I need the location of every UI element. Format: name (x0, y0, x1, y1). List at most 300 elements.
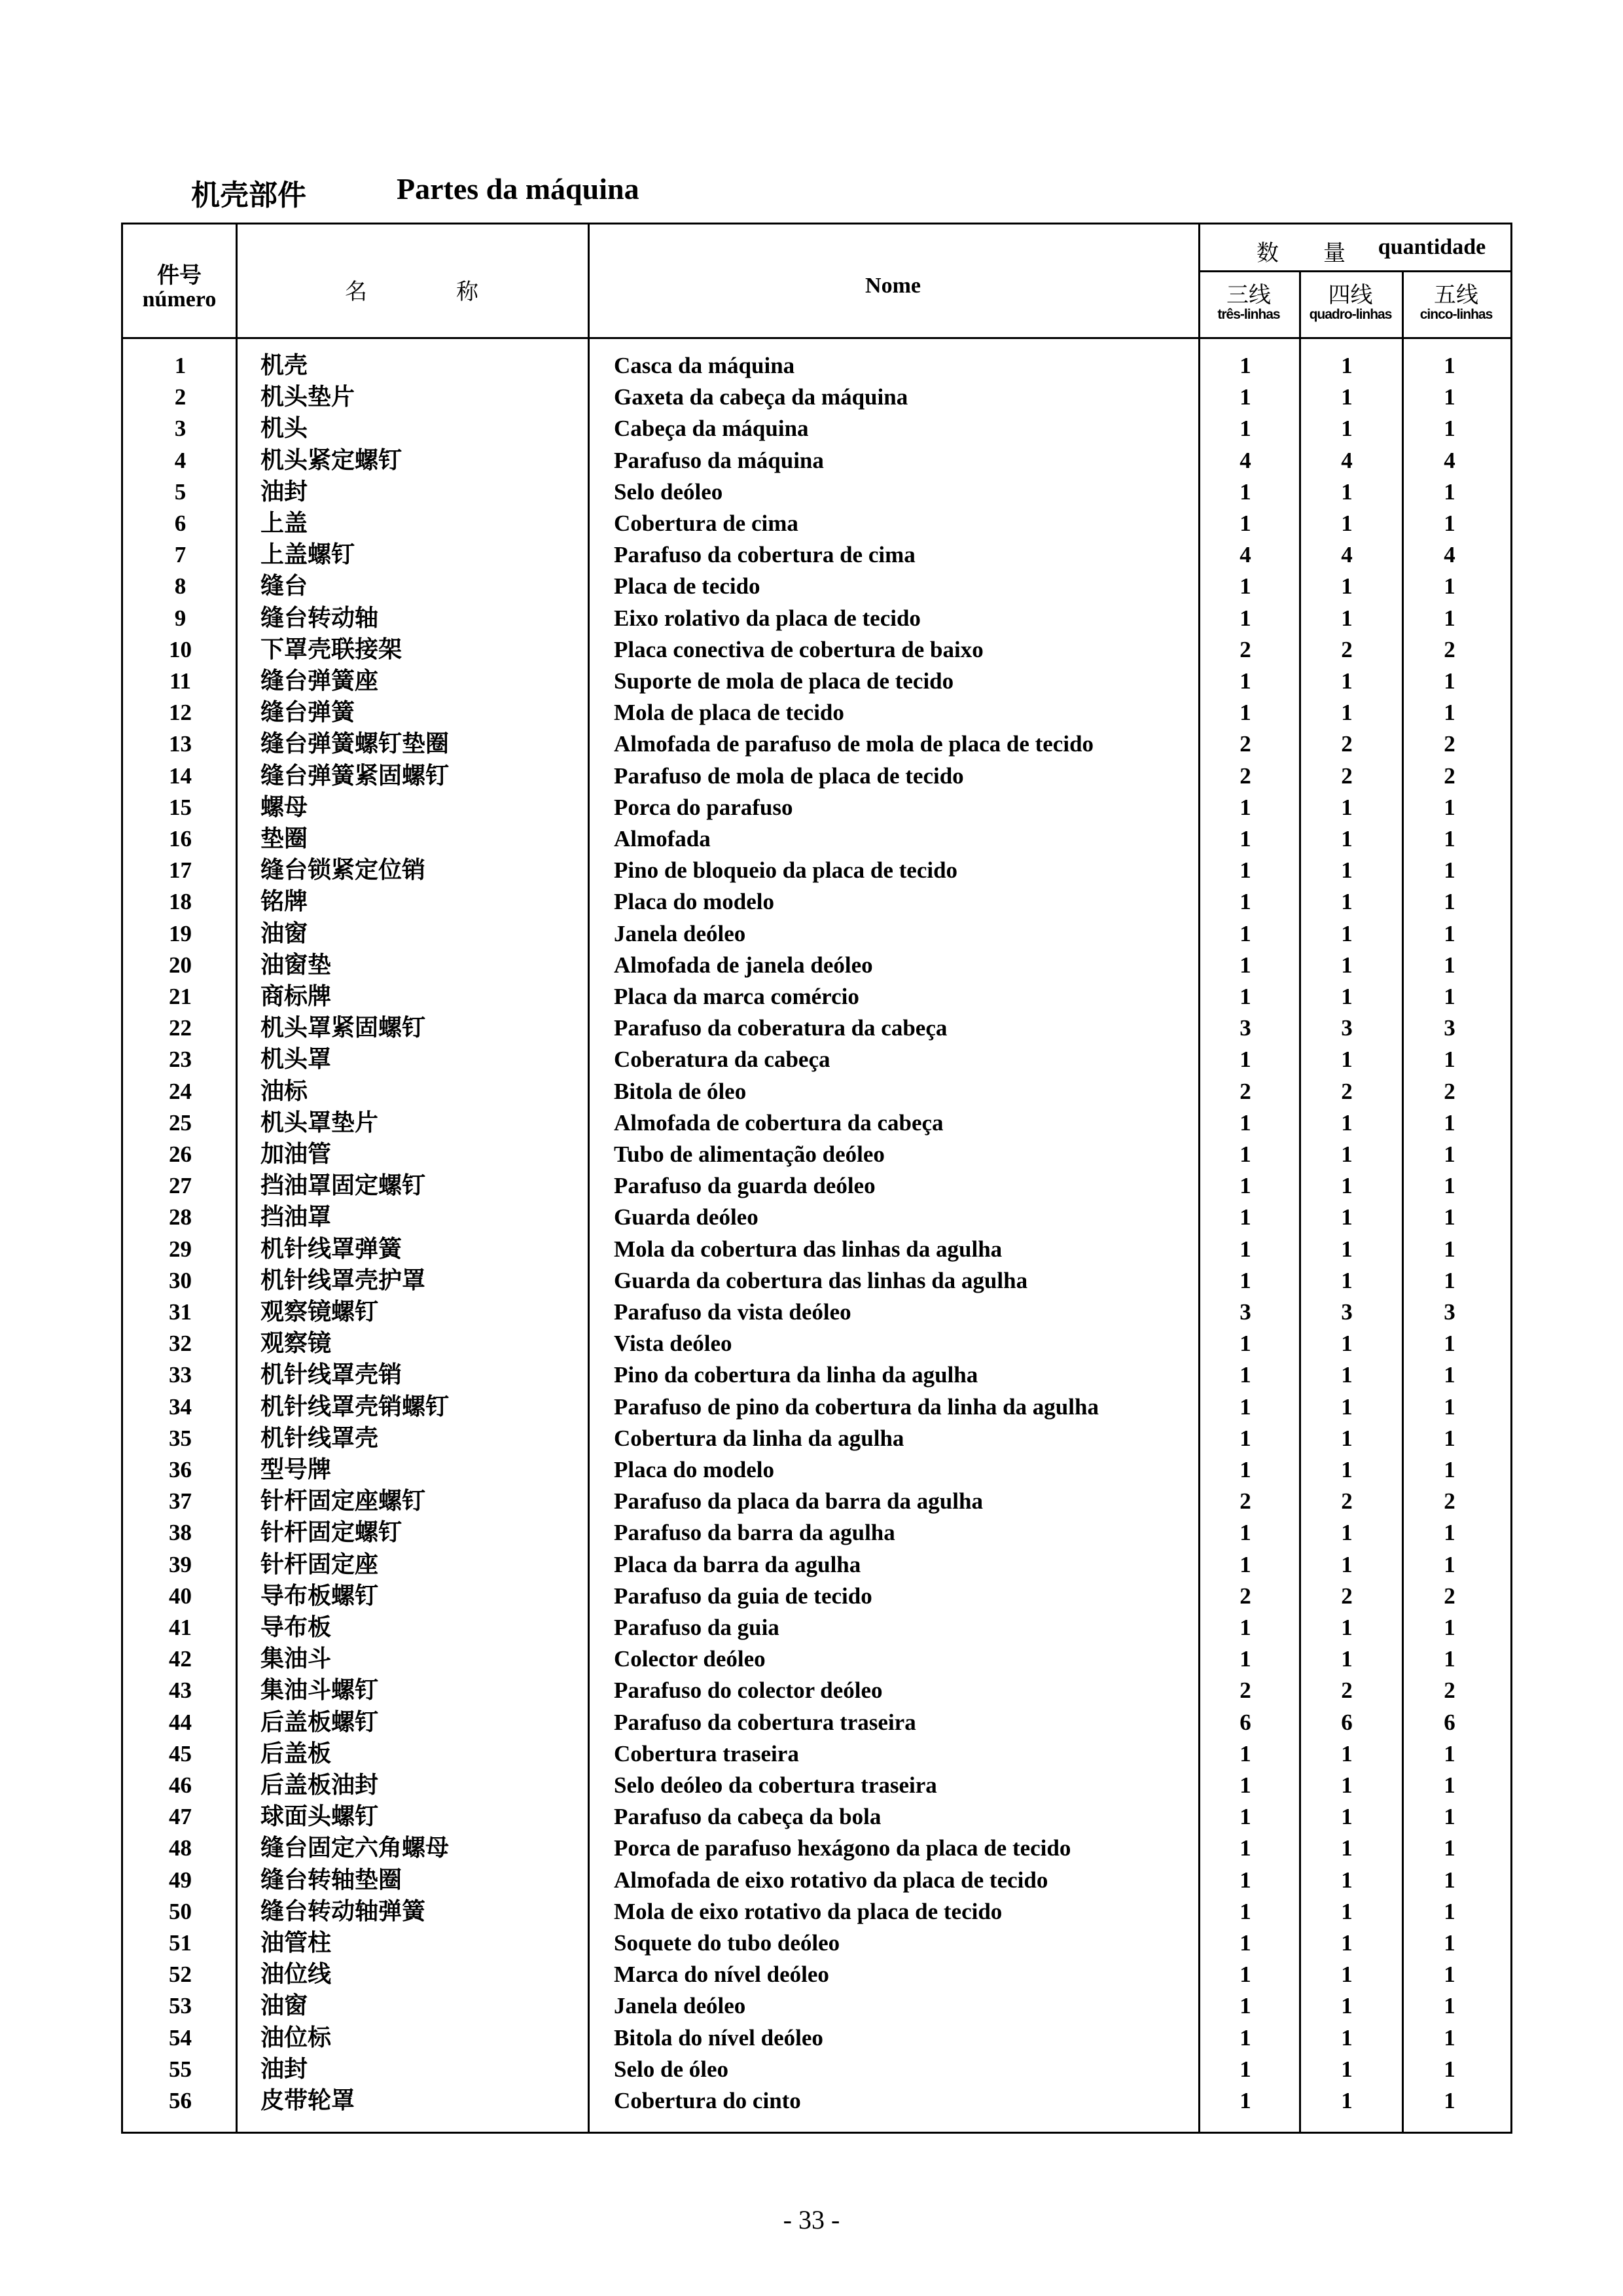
part-name-zh: 加油管 (260, 1141, 332, 1168)
part-name-pt: Placa de tecido (614, 573, 760, 600)
qty-5line: 1 (1444, 573, 1455, 600)
qty-5line: 2 (1444, 1488, 1455, 1515)
part-name-pt: Parafuso da barra da agulha (614, 1520, 895, 1546)
part-number: 47 (169, 1804, 192, 1830)
qty-4line: 2 (1341, 636, 1353, 662)
table-row (123, 1013, 1510, 1044)
qty-5line: 1 (1444, 1331, 1455, 1357)
table-row (123, 1076, 1510, 1107)
table-row (123, 1833, 1510, 1864)
qty-4line: 4 (1341, 542, 1353, 568)
part-name-zh: 油位标 (260, 2024, 332, 2051)
qty-3line: 2 (1240, 1488, 1251, 1515)
qty-5line: 1 (1444, 1615, 1455, 1640)
part-name-pt: Vista deóleo (614, 1331, 732, 1357)
table-row (123, 413, 1510, 444)
part-number: 44 (169, 1709, 192, 1735)
part-number: 16 (169, 826, 192, 852)
part-name-pt: Pino de bloqueio da placa de tecido (614, 857, 958, 884)
part-name-pt: Mola de eixo rotativo da placa de tecido (614, 1898, 1003, 1924)
part-name-pt: Almofada de janela deóleo (614, 952, 873, 978)
qty-4line: 1 (1341, 1109, 1353, 1136)
qty-4line: 1 (1341, 1457, 1353, 1482)
part-number: 10 (169, 636, 192, 662)
part-number: 55 (169, 2056, 192, 2082)
table-row (123, 350, 1510, 382)
part-number: 13 (169, 731, 192, 757)
qty-3line: 1 (1240, 1646, 1251, 1672)
table-row (123, 1265, 1510, 1297)
table-row (123, 382, 1510, 413)
part-name-pt: Almofada de eixo rotativo da placa de tecido (614, 1867, 1048, 1893)
qty-3line: 1 (1240, 794, 1251, 820)
part-name-pt: Parafuso de mola de placa de tecido (614, 762, 964, 789)
qty-3line: 1 (1240, 1615, 1251, 1640)
qty-3line: 1 (1240, 857, 1251, 884)
qty-5line-zh: 五线 (1434, 282, 1478, 308)
qty-header-zh: 数 量 (1257, 240, 1346, 266)
qty-5line: 1 (1444, 984, 1455, 1009)
part-name-pt: Selo de óleo (614, 2056, 728, 2082)
part-number: 26 (169, 1141, 192, 1167)
qty-4line: 1 (1341, 384, 1353, 410)
qty-5line: 1 (1444, 384, 1455, 410)
qty-4line: 1 (1341, 1520, 1353, 1546)
part-number: 39 (169, 1551, 192, 1577)
qty-4line: 1 (1341, 605, 1353, 631)
qty-5line: 2 (1444, 1078, 1455, 1104)
table-row (123, 1391, 1510, 1423)
qty-5line: 3 (1444, 1299, 1455, 1325)
col-name-zh: 名 称 (345, 279, 478, 305)
qty-3line: 6 (1240, 1709, 1251, 1735)
qty-3line: 1 (1240, 1109, 1251, 1136)
part-name-zh: 缝台弹簧 (260, 699, 355, 726)
qty-3line: 1 (1240, 1804, 1251, 1830)
part-name-pt: Mola da cobertura das linhas da agulha (614, 1236, 1003, 1262)
table-row (123, 634, 1510, 666)
qty-4line: 1 (1341, 1740, 1353, 1767)
qty-4line: 1 (1341, 1993, 1353, 2019)
qty-3line: 1 (1240, 384, 1251, 410)
part-number: 35 (169, 1425, 192, 1451)
qty-5line: 1 (1444, 1740, 1455, 1767)
qty-4line: 1 (1341, 1173, 1353, 1199)
qty-3line: 1 (1240, 1141, 1251, 1167)
qty-3line: 1 (1240, 1740, 1251, 1767)
page-title-zh: 机壳部件 (191, 179, 306, 212)
part-number: 52 (169, 1962, 192, 1988)
qty-5line: 1 (1444, 1993, 1455, 2019)
table-row (123, 2022, 1510, 2054)
part-name-pt: Casca da máquina (614, 353, 795, 378)
qty-5line: 2 (1444, 1677, 1455, 1704)
part-name-zh: 缝台转动轴弹簧 (260, 1897, 426, 1925)
qty-5line: 1 (1444, 1457, 1455, 1482)
part-name-pt: Cabeça da máquina (614, 416, 809, 442)
qty-4line: 2 (1341, 1488, 1353, 1515)
part-name-zh: 机头紧定螺钉 (260, 446, 402, 474)
page-title-pt: Partes da máquina (397, 172, 639, 206)
part-name-zh: 缝台 (260, 573, 308, 600)
qty-5line: 1 (1444, 952, 1455, 978)
qty-3line: 1 (1240, 1457, 1251, 1482)
part-name-zh: 油封 (260, 2055, 308, 2083)
qty-5line: 4 (1444, 542, 1455, 568)
qty-4line: 1 (1341, 920, 1353, 946)
part-number: 31 (169, 1299, 192, 1325)
qty-5line: 1 (1444, 511, 1455, 536)
part-name-zh: 机针线罩弹簧 (260, 1235, 402, 1263)
qty-4line: 4 (1341, 447, 1353, 473)
qty-3line: 4 (1240, 447, 1251, 473)
part-name-pt: Bitola de óleo (614, 1078, 747, 1104)
qty-4line: 1 (1341, 1867, 1353, 1893)
part-name-zh: 球面头螺钉 (260, 1803, 379, 1831)
qty-4line: 1 (1341, 1331, 1353, 1357)
part-name-zh: 缝台转轴垫圈 (260, 1866, 402, 1893)
table-row (123, 1454, 1510, 1486)
qty-3line: 1 (1240, 1551, 1251, 1577)
qty-4line: 1 (1341, 1236, 1353, 1262)
part-name-pt: Parafuso da vista deóleo (614, 1299, 851, 1325)
part-number: 20 (169, 952, 192, 978)
qty-4line: 1 (1341, 1047, 1353, 1073)
part-number: 3 (174, 416, 187, 442)
part-name-pt: Parafuso de pino da cobertura da linha da agulha (614, 1393, 1099, 1420)
part-name-zh: 挡油罩固定螺钉 (260, 1172, 426, 1200)
part-number: 41 (169, 1615, 192, 1640)
table-row (123, 603, 1510, 634)
part-name-pt: Cobertura de cima (614, 511, 798, 536)
part-name-pt: Parafuso da guia de tecido (614, 1583, 872, 1609)
part-number: 6 (174, 511, 187, 536)
part-name-zh: 螺母 (260, 793, 308, 821)
qty-3line: 1 (1240, 416, 1251, 442)
qty-5line: 1 (1444, 1835, 1455, 1861)
qty-5line: 1 (1444, 1962, 1455, 1988)
part-name-pt: Placa do modelo (614, 1457, 774, 1482)
part-number: 14 (169, 762, 192, 789)
qty-5line: 1 (1444, 478, 1455, 505)
part-name-zh: 机头 (260, 415, 308, 442)
qty-3line: 1 (1240, 1835, 1251, 1861)
qty-3line: 1 (1240, 889, 1251, 915)
part-number: 51 (169, 1930, 192, 1956)
qty-5line: 1 (1444, 1236, 1455, 1262)
part-number: 19 (169, 920, 192, 946)
part-name-zh: 垫圈 (260, 825, 308, 852)
qty-3line: 3 (1240, 1299, 1251, 1325)
qty-3line: 1 (1240, 1267, 1251, 1293)
part-name-pt: Eixo rolativo da placa de tecido (614, 605, 921, 631)
table-row (123, 1990, 1510, 2022)
table-row (123, 1675, 1510, 1706)
part-name-pt: Guarda deóleo (614, 1204, 758, 1230)
table-row (123, 1044, 1510, 1075)
qty-3line: 1 (1240, 1047, 1251, 1073)
part-number: 40 (169, 1583, 192, 1609)
qty-3line: 1 (1240, 668, 1251, 694)
qty-4line-pt: quadro-linhas (1309, 307, 1392, 322)
part-name-pt: Janela deóleo (614, 1993, 746, 2019)
qty-4line: 1 (1341, 416, 1353, 442)
qty-5line: 1 (1444, 1930, 1455, 1956)
qty-4line: 1 (1341, 478, 1353, 505)
part-number: 49 (169, 1867, 192, 1893)
qty-4line: 1 (1341, 984, 1353, 1009)
qty-3line: 2 (1240, 1078, 1251, 1104)
part-number: 48 (169, 1835, 192, 1861)
part-number: 53 (169, 1993, 192, 2019)
part-name-zh: 机针线罩壳销螺钉 (260, 1393, 450, 1420)
qty-3line: 4 (1240, 542, 1251, 568)
part-name-pt: Mola de placa de tecido (614, 700, 844, 726)
part-number: 12 (169, 700, 192, 726)
qty-4line: 1 (1341, 1393, 1353, 1420)
table-row (123, 1139, 1510, 1170)
qty-4line: 1 (1341, 826, 1353, 852)
qty-3line: 1 (1240, 511, 1251, 536)
part-number: 11 (169, 668, 192, 694)
qty-3line: 1 (1240, 573, 1251, 600)
page-number: - 33 - (783, 2205, 840, 2234)
qty-3line: 1 (1240, 1425, 1251, 1451)
table-row (123, 918, 1510, 950)
qty-3line: 1 (1240, 1236, 1251, 1262)
part-name-pt: Porca do parafuso (614, 794, 793, 820)
qty-3line: 1 (1240, 1867, 1251, 1893)
qty-3line: 1 (1240, 1772, 1251, 1798)
qty-4line: 1 (1341, 1772, 1353, 1798)
table-row (123, 761, 1510, 792)
part-name-pt: Almofada de cobertura da cabeça (614, 1109, 944, 1136)
table-row (123, 1423, 1510, 1454)
table-row (123, 1328, 1510, 1359)
qty-3line: 2 (1240, 762, 1251, 789)
part-name-pt: Parafuso da coberatura da cabeça (614, 1015, 948, 1041)
table-row (123, 1359, 1510, 1391)
qty-5line: 1 (1444, 1109, 1455, 1136)
part-number: 28 (169, 1204, 192, 1230)
qty-3line: 3 (1240, 1015, 1251, 1041)
part-name-zh: 油窗垫 (260, 951, 332, 978)
qty-5line: 1 (1444, 826, 1455, 852)
part-number: 24 (169, 1078, 192, 1104)
part-name-zh: 集油斗 (260, 1645, 332, 1673)
table-row (123, 1707, 1510, 1738)
qty-4line: 1 (1341, 1267, 1353, 1293)
part-name-zh: 挡油罩 (260, 1204, 332, 1231)
part-number: 33 (169, 1362, 192, 1388)
qty-4line: 1 (1341, 1804, 1353, 1830)
part-name-zh: 铭牌 (260, 888, 308, 916)
qty-5line: 1 (1444, 1646, 1455, 1672)
table-row (123, 571, 1510, 602)
qty-5line: 1 (1444, 920, 1455, 946)
qty-5line: 2 (1444, 1583, 1455, 1609)
part-name-zh: 油封 (260, 478, 308, 505)
table-row (123, 886, 1510, 918)
part-name-pt: Suporte de mola de placa de tecido (614, 668, 954, 694)
table-row (123, 1107, 1510, 1139)
table-row (123, 1612, 1510, 1643)
qty-4line: 1 (1341, 2088, 1353, 2113)
table-row (123, 539, 1510, 571)
table-row (123, 697, 1510, 728)
table-row (123, 981, 1510, 1013)
part-name-zh: 后盖板 (260, 1740, 332, 1767)
qty-5line: 1 (1444, 1804, 1455, 1830)
part-name-zh: 上盖 (260, 510, 308, 537)
part-name-pt: Parafuso da máquina (614, 447, 824, 473)
qty-4line: 1 (1341, 952, 1353, 978)
part-number: 21 (169, 984, 192, 1009)
part-number: 56 (169, 2088, 192, 2113)
part-name-pt: Coberatura da cabeça (614, 1047, 830, 1073)
table-row (123, 1170, 1510, 1202)
part-name-zh: 导布板螺钉 (260, 1582, 379, 1609)
qty-4line: 1 (1341, 700, 1353, 726)
part-number: 15 (169, 794, 192, 820)
part-number: 45 (169, 1740, 192, 1767)
qty-4line: 1 (1341, 2024, 1353, 2051)
qty-5line-pt: cinco-linhas (1419, 307, 1493, 322)
qty-4line: 1 (1341, 1551, 1353, 1577)
part-number: 1 (174, 353, 187, 378)
part-name-pt: Guarda da cobertura das linhas da agulha (614, 1267, 1028, 1293)
table-row (123, 1297, 1510, 1328)
qty-5line: 1 (1444, 1362, 1455, 1388)
qty-4line: 2 (1341, 1078, 1353, 1104)
table-row (123, 476, 1510, 508)
qty-5line: 2 (1444, 731, 1455, 757)
part-name-pt: Janela deóleo (614, 920, 746, 946)
part-number: 18 (169, 889, 192, 915)
part-name-pt: Parafuso da cobertura traseira (614, 1709, 916, 1735)
qty-5line: 1 (1444, 1551, 1455, 1577)
qty-4line: 1 (1341, 1362, 1353, 1388)
table-row (123, 1928, 1510, 1959)
part-name-zh: 机头罩垫片 (260, 1109, 379, 1136)
table-row (123, 823, 1510, 855)
part-name-zh: 油管柱 (260, 1929, 332, 1956)
qty-3line: 1 (1240, 2024, 1251, 2051)
part-number: 9 (174, 605, 187, 631)
table-row (123, 1234, 1510, 1265)
part-name-zh: 针杆固定座 (260, 1551, 379, 1578)
qty-4line: 1 (1341, 857, 1353, 884)
qty-3line: 1 (1240, 605, 1251, 631)
qty-4line: 1 (1341, 889, 1353, 915)
qty-4line: 2 (1341, 762, 1353, 789)
qty-5line: 1 (1444, 1425, 1455, 1451)
part-name-zh: 油窗 (260, 920, 308, 947)
part-number: 22 (169, 1015, 192, 1041)
qty-5line: 1 (1444, 1393, 1455, 1420)
qty-5line: 1 (1444, 2088, 1455, 2113)
part-number: 5 (174, 478, 187, 505)
table-row (123, 1581, 1510, 1612)
qty-5line: 6 (1444, 1709, 1455, 1735)
part-name-zh: 商标牌 (260, 983, 332, 1010)
qty-5line: 2 (1444, 762, 1455, 789)
table-row (123, 792, 1510, 823)
part-name-zh: 下罩壳联接架 (260, 636, 402, 663)
part-name-zh: 缝台转动轴 (260, 604, 379, 632)
col-num-zh: 件号 (157, 262, 202, 289)
qty-3line: 1 (1240, 952, 1251, 978)
qty-5line: 1 (1444, 2056, 1455, 2082)
qty-header-pt: quantidade (1378, 235, 1486, 259)
part-name-pt: Cobertura traseira (614, 1740, 799, 1767)
qty-3line: 2 (1240, 1677, 1251, 1704)
table-row (123, 1896, 1510, 1928)
qty-4line-zh: 四线 (1328, 282, 1373, 308)
part-name-zh: 集油斗螺钉 (260, 1677, 379, 1704)
part-name-zh: 针杆固定螺钉 (260, 1519, 402, 1547)
part-name-zh: 缝台固定六角螺母 (260, 1835, 450, 1862)
table-row (123, 1801, 1510, 1833)
qty-5line: 1 (1444, 857, 1455, 884)
qty-4line: 1 (1341, 511, 1353, 536)
part-name-zh: 油窗 (260, 1992, 308, 2020)
qty-5line: 1 (1444, 1047, 1455, 1073)
part-name-pt: Almofada (614, 826, 711, 852)
part-name-zh: 机针线罩壳 (260, 1424, 379, 1452)
qty-4line: 3 (1341, 1299, 1353, 1325)
part-name-pt: Almofada de parafuso de mola de placa de tecido (614, 731, 1094, 757)
part-name-pt: Parafuso da guia (614, 1615, 779, 1640)
qty-5line: 1 (1444, 416, 1455, 442)
table-row (123, 1549, 1510, 1581)
part-name-zh: 观察镜 (260, 1330, 332, 1357)
table-row (123, 1770, 1510, 1801)
qty-4line: 6 (1341, 1709, 1353, 1735)
part-name-zh: 缝台弹簧螺钉垫圈 (260, 730, 450, 758)
qty-4line: 1 (1341, 1425, 1353, 1451)
table-row (123, 2085, 1510, 2117)
col-name-pt: Nome (865, 274, 921, 298)
part-number: 37 (169, 1488, 192, 1515)
part-name-zh: 机头罩 (260, 1046, 332, 1073)
qty-5line: 1 (1444, 1898, 1455, 1924)
qty-4line: 1 (1341, 794, 1353, 820)
part-number: 42 (169, 1646, 192, 1672)
part-name-pt: Parafuso do colector deóleo (614, 1677, 883, 1704)
qty-3line: 1 (1240, 1930, 1251, 1956)
table-row (123, 1865, 1510, 1896)
table-row (123, 1738, 1510, 1770)
table-row (123, 2054, 1510, 2085)
qty-3line: 1 (1240, 1362, 1251, 1388)
qty-5line: 1 (1444, 700, 1455, 726)
part-name-pt: Selo deóleo da cobertura traseira (614, 1772, 937, 1798)
qty-5line: 1 (1444, 668, 1455, 694)
part-number: 8 (174, 573, 187, 600)
qty-4line: 1 (1341, 1646, 1353, 1672)
part-name-pt: Parafuso da guarda deóleo (614, 1173, 876, 1199)
qty-3line: 1 (1240, 1898, 1251, 1924)
part-name-pt: Cobertura do cinto (614, 2088, 801, 2113)
table-row (123, 445, 1510, 476)
table-row (123, 950, 1510, 981)
qty-3line: 1 (1240, 353, 1251, 378)
qty-5line: 2 (1444, 636, 1455, 662)
part-name-pt: Placa da barra da agulha (614, 1551, 861, 1577)
part-name-zh: 缝台弹簧紧固螺钉 (260, 762, 450, 789)
parts-table (121, 223, 1512, 2134)
